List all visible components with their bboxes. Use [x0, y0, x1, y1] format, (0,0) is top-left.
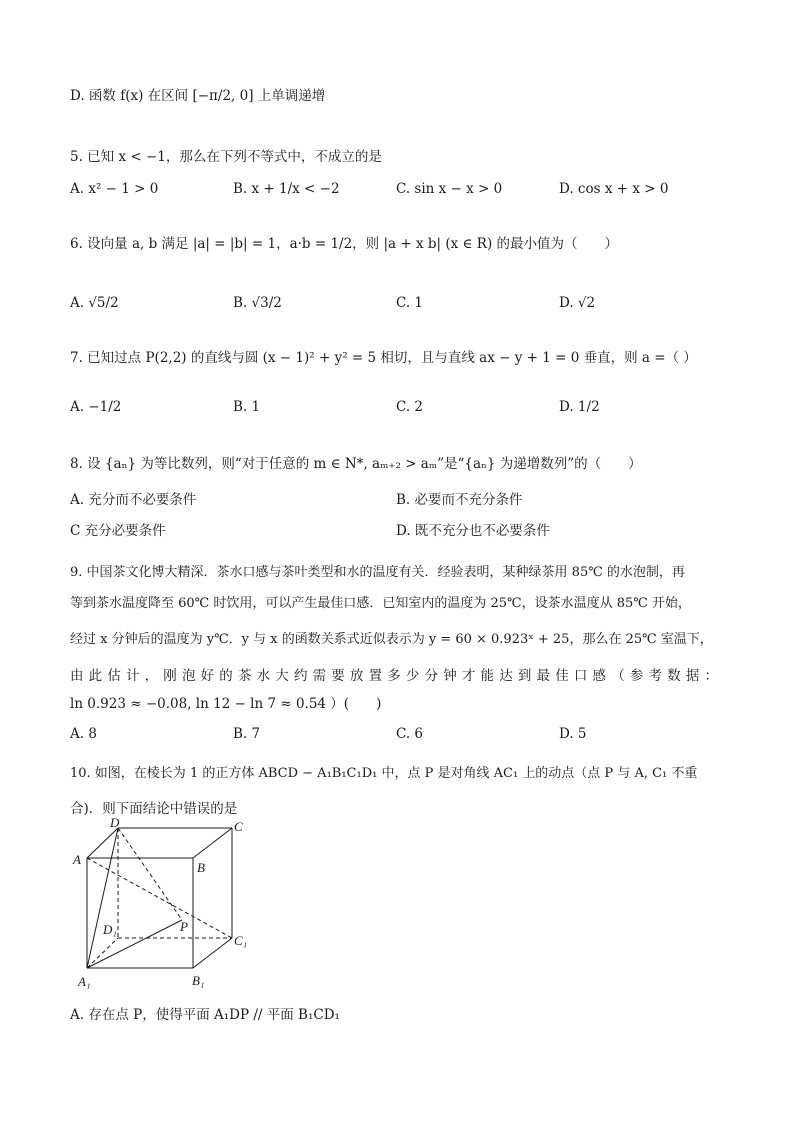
label-p: P — [180, 919, 188, 934]
q9-option-b: B. 7 — [233, 726, 261, 742]
q9-line-3: 经过 x 分钟后的温度为 y℃．y 与 x 的函数关系式近似表示为 y = 60 × 0.923ˣ + 25，那么在 25℃ 室温下， — [70, 632, 713, 647]
q6-option-d: D. √2 — [559, 295, 596, 311]
edge-a1-p — [87, 920, 182, 968]
q5-option-d: D. cos x + x > 0 — [559, 181, 669, 197]
q9-line-5: ln 0.923 ≈ −0.08, ln 12 − ln 7 ≈ 0.54 ）( ) — [70, 696, 382, 712]
label-d1: D₁ — [103, 922, 117, 937]
q7-stem: 7. 已知过点 P(2,2) 的直线与圆 (x − 1)² + y² = 5 相切，且与直线 ax − y + 1 = 0 垂直，则 a =（ ） — [70, 350, 697, 366]
q10-option-a: A. 存在点 P，使得平面 A₁DP // 平面 B₁CD₁ — [70, 1007, 340, 1023]
cube-figure — [70, 818, 270, 993]
q7-option-c: C. 2 — [396, 399, 424, 415]
label-c1: C₁ — [234, 933, 248, 948]
q8-stem: 8. 设 {aₙ} 为等比数列，则“对于任意的 m ∈ N*, aₘ₊₂ > aₘ”是“{aₙ} 为递增数列”的（ ） — [70, 456, 642, 472]
label-a: A — [73, 852, 81, 867]
q8-option-d: D. 既不充分也不必要条件 — [396, 523, 550, 539]
q6-stem: 6. 设向量 a, b 满足 |a| = |b| = 1，a·b = 1/2，则 |a + x b| (x ∈ R) 的最小值为（ ） — [70, 236, 619, 252]
label-d: D — [110, 818, 120, 830]
edge-d-p — [118, 828, 182, 920]
q9-line-4: 由此估计，刚泡好的茶水大约需要放置多少分钟才能达到最佳口感（参考数据： — [70, 668, 718, 684]
label-b: B — [197, 860, 205, 875]
q5-option-b: B. x + 1/x < −2 — [233, 181, 340, 197]
edge-a1-d1 — [87, 938, 118, 968]
q8-option-a: A. 充分而不必要条件 — [70, 492, 197, 508]
edge-b1-c1 — [193, 938, 232, 968]
q6-option-a: A. √5/2 — [70, 295, 119, 311]
q9-option-d: D. 5 — [559, 726, 587, 742]
edge-d-a1 — [87, 828, 118, 968]
q8-option-c: C 充分必要条件 — [70, 523, 166, 539]
q6-option-c: C. 1 — [396, 295, 424, 311]
label-c: C — [234, 819, 243, 834]
edge-a-d — [87, 828, 118, 858]
q7-option-d: D. 1/2 — [559, 399, 600, 415]
q6-option-b: B. √3/2 — [233, 295, 282, 311]
q9-line-2: 等到茶水温度降至 60℃ 时饮用，可以产生最佳口感．已知室内的温度为 25℃，设茶水温度从 85℃ 开始， — [70, 596, 691, 611]
q10-line-2: 合)．则下面结论中错误的是 — [70, 801, 238, 817]
q9-option-c: C. 6 — [396, 726, 424, 742]
q5-option-a: A. x² − 1 > 0 — [70, 181, 159, 197]
q5-stem: 5. 已知 x < −1，那么在下列不等式中，不成立的是 — [70, 149, 382, 165]
q8-option-b: B. 必要而不充分条件 — [396, 492, 523, 508]
q5-option-c: C. sin x − x > 0 — [396, 181, 503, 197]
q9-line-1: 9. 中国茶文化博大精深．茶水口感与茶叶类型和水的温度有关．经验表明，某种绿茶用 85℃ 的水泡制，再 — [70, 565, 685, 580]
q7-option-b: B. 1 — [233, 399, 261, 415]
q10-line-1: 10. 如图，在棱长为 1 的正方体 ABCD − A₁B₁C₁D₁ 中，点 P 是对角线 AC₁ 上的动点（点 P 与 A, C₁ 不重 — [70, 766, 698, 781]
q9-option-a: A. 8 — [70, 726, 97, 742]
q4-option-d: D. 函数 f(x) 在区间 [−π/2, 0] 上单调递增 — [70, 88, 326, 104]
q7-option-a: A. −1/2 — [70, 399, 122, 415]
label-b1: B₁ — [192, 973, 205, 988]
edge-b-c — [193, 828, 232, 858]
label-a1: A₁ — [78, 974, 91, 989]
